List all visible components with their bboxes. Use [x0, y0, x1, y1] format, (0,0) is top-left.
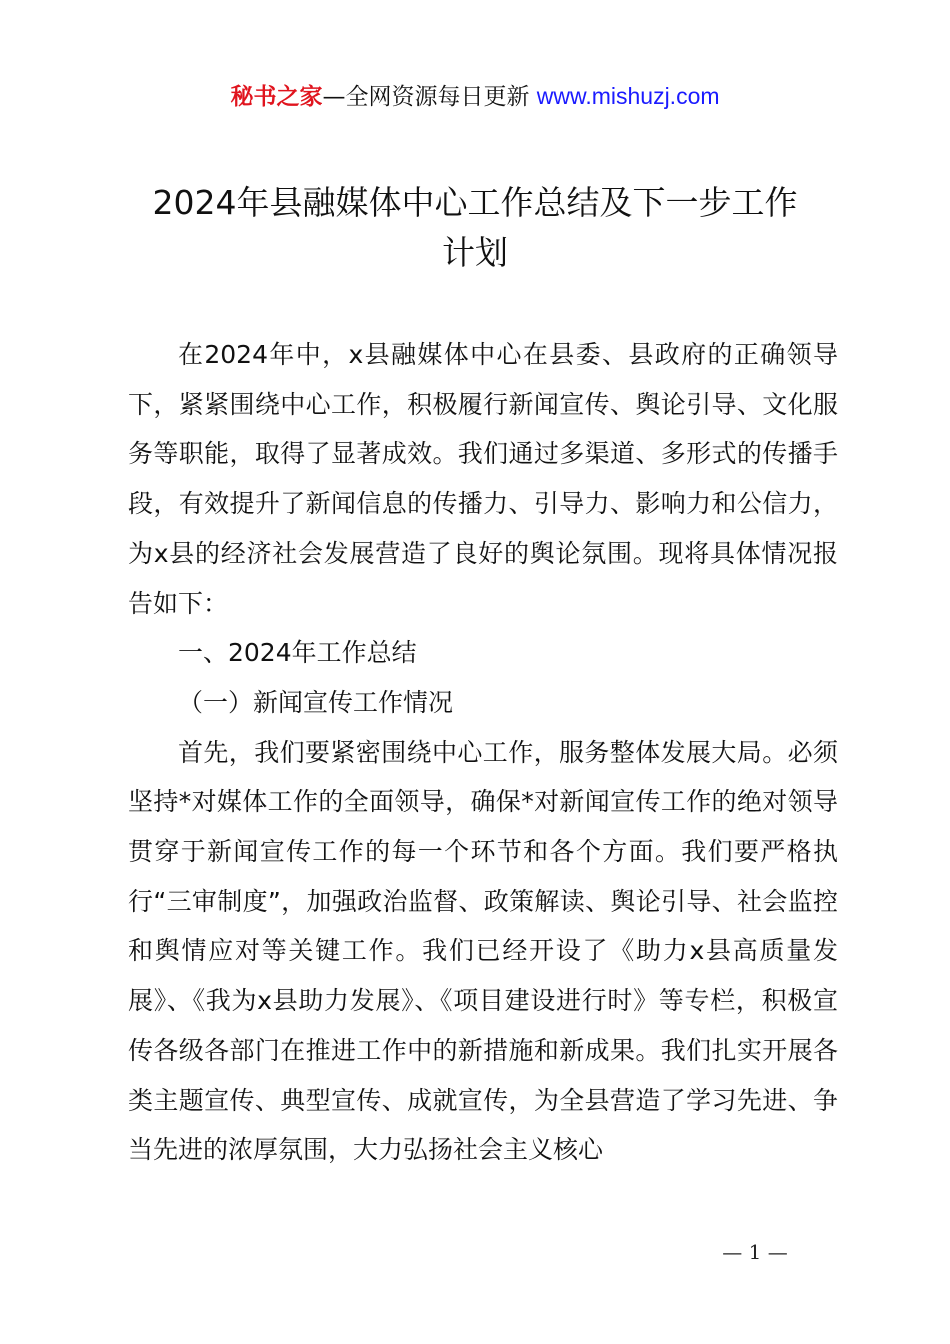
brand-name: 秘书之家	[230, 84, 323, 110]
section-heading: 一、2024年工作总结	[178, 638, 417, 668]
title-line-2: 计划	[442, 233, 508, 272]
site-header	[0, 80, 950, 113]
body-paragraph: 首先，我们要紧密围绕中心工作，服务整体发展大局。必须坚持*对媒体工作的全面领导，确保*对新闻宣传工作的绝对领导贯穿于新闻宣传工作的每一个环节和各个方面。我们要严格执行“三审制度”，加强政治监督、政策解读、舆论引导、社会监控和舆情应对等关键工作。我们已经开设了《助力x县高质量发展》、《我为x县助力发展》、《项目建设进行时》等专栏，积极宣传各级各部门在推进工作中的新措施和新成果。我们扎实开展各类主题宣传、典型宣传、成就宣传，为全县营造了学习先进、争当先进的浓厚氛围，大力弘扬社会主义核心	[128, 737, 838, 1165]
page-number: — 1 —	[722, 1240, 788, 1264]
website-link[interactable]: www.mishuzj.com	[536, 83, 720, 109]
title-line-1: 2024年县融媒体中心工作总结及下一步工作	[152, 183, 798, 222]
header-slogan: —全网资源每日更新	[322, 84, 530, 110]
intro-paragraph: 在2024年中，x县融媒体中心在县委、县政府的正确领导下，紧紧围绕中心工作，积极履行新闻宣传、舆论引导、文化服务等职能，取得了显著成效。我们通过多渠道、多形式的传播手段，有效提升了新闻信息的传播力、引导力、影响力和公信力，为x县的经济社会发展营造了良好的舆论氛围。现将具体情况报告如下：	[128, 340, 838, 618]
document-body	[128, 330, 838, 1175]
subsection-heading: （一）新闻宣传工作情况	[178, 687, 454, 717]
document-title	[100, 178, 850, 278]
